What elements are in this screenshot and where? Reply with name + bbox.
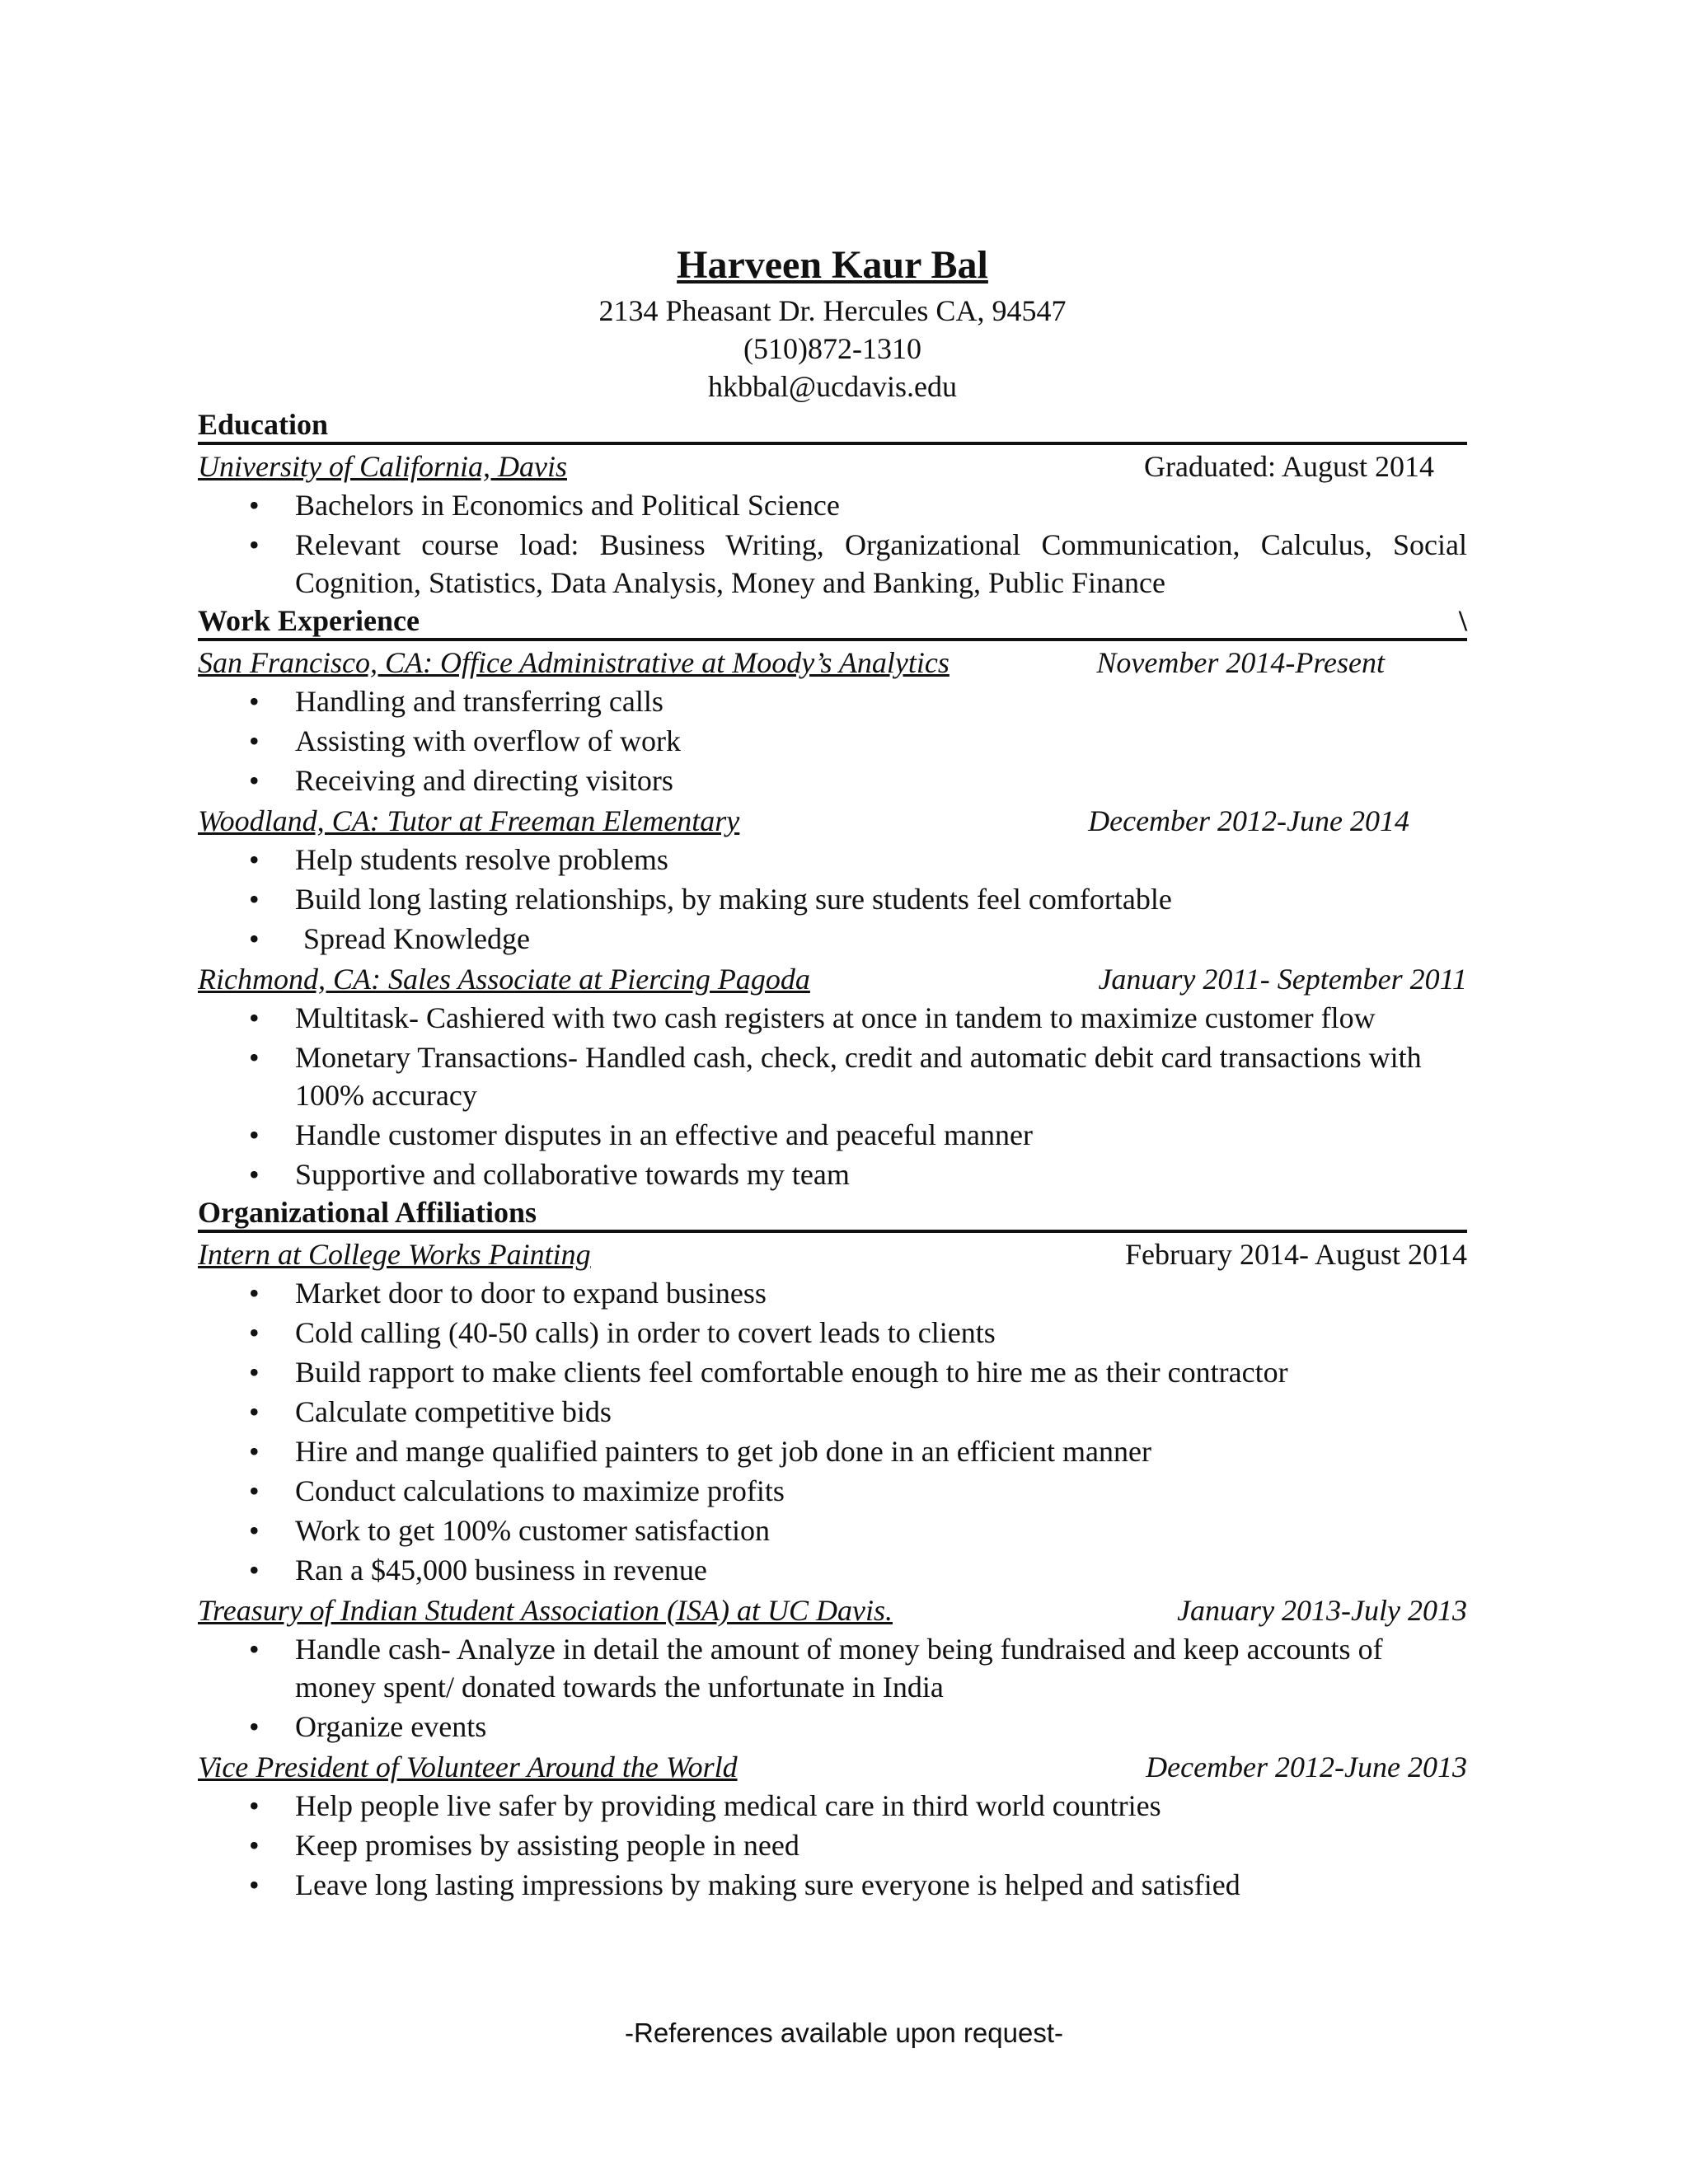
bullet-text: Spread Knowledge (303, 922, 530, 955)
bullet-text: Keep promises by assisting people in need (295, 1829, 799, 1862)
bullet-text: Build long lasting relationships, by making sure students feel comfortable (295, 883, 1172, 916)
section-heading-mark: \ (1458, 604, 1467, 637)
bullet-icon: • (249, 1829, 260, 1862)
bullet-text: Leave long lasting impressions by making sure everyone is helped and satisfied (295, 1868, 1240, 1901)
resume-page (198, 239, 1467, 1905)
bullet-icon: • (249, 1474, 260, 1507)
bullet-text: Handling and transferring calls (295, 685, 663, 718)
list-item (198, 1511, 1467, 1549)
bullet-text: Ran a $45,000 business in revenue (295, 1554, 707, 1586)
education-bullets (198, 486, 1467, 602)
entry-title: San Francisco, CA: Office Administrative at Moody’s Analytics (198, 646, 950, 679)
entry-title: Vice President of Volunteer Around the World (198, 1750, 738, 1783)
list-item (198, 682, 1467, 720)
bullet-text: Receiving and directing visitors (295, 764, 673, 797)
entry-date: January 2011- September 2011 (1098, 963, 1467, 996)
list-item (198, 1787, 1467, 1825)
entry-date: February 2014- August 2014 (1125, 1238, 1467, 1271)
bullet-text: Hire and mange qualified painters to get job done in an efficient manner (295, 1435, 1151, 1468)
list-item (198, 880, 1467, 918)
list-item (198, 1116, 1467, 1154)
bullet-text: Conduct calculations to maximize profits (295, 1474, 785, 1507)
bullet-icon: • (249, 843, 260, 876)
address: 2134 Pheasant Dr. Hercules CA, 94547 (598, 294, 1067, 327)
list-item (198, 1472, 1467, 1510)
list-item (198, 1353, 1467, 1391)
work-entry (198, 801, 1467, 841)
affiliation-bullets (198, 1630, 1467, 1746)
affiliation-entry (198, 1235, 1467, 1274)
bullet-icon: • (249, 724, 260, 757)
affiliation-entry (198, 1591, 1467, 1630)
bullet-icon: • (249, 1395, 260, 1428)
footer-note: -References available upon request- (625, 2018, 1063, 2048)
bullet-text: Help people live safer by providing medical care in third world countries (295, 1789, 1161, 1822)
bullet-text: Build rapport to make clients feel comfortable enough to hire me as their contractor (295, 1356, 1288, 1389)
list-item (198, 920, 1467, 958)
bullet-text: Multitask- Cashiered with two cash registers at once in tandem to maximize customer flow (295, 1001, 1376, 1034)
entry-title: Intern at College Works Painting (198, 1238, 591, 1271)
bullet-icon: • (249, 1158, 260, 1191)
list-item (198, 841, 1467, 879)
bullet-icon: • (249, 1041, 260, 1074)
section-heading-text: Education (198, 408, 329, 441)
bullet-text: Supportive and collaborative towards my team (295, 1158, 850, 1191)
candidate-name: Harveen Kaur Bal (677, 243, 988, 287)
email: hkbbal@ucdavis.edu (707, 370, 958, 403)
bullet-text: Help students resolve problems (295, 843, 668, 876)
entry-date: December 2012-June 2013 (1146, 1750, 1467, 1783)
list-item (198, 1314, 1467, 1352)
section-education-heading (198, 407, 1467, 445)
work-bullets (198, 841, 1467, 958)
bullet-text: Market door to door to expand business (295, 1277, 767, 1310)
list-item (198, 762, 1467, 799)
list-item (198, 1551, 1467, 1589)
list-item (198, 1708, 1467, 1746)
bullet-text: Monetary Transactions- Handled cash, check, credit and automatic debit card transactions with 100% accuracy (295, 1041, 1422, 1112)
list-item (198, 1274, 1467, 1312)
bullet-icon: • (249, 1710, 260, 1743)
resume-header (198, 239, 1467, 405)
entry-date: November 2014-Present (1096, 646, 1385, 679)
section-heading-text: Work Experience (198, 604, 420, 637)
list-item (198, 1866, 1467, 1904)
bullet-icon: • (249, 1514, 260, 1547)
entry-title: Treasury of Indian Student Association (ISA) at UC Davis. (198, 1594, 893, 1627)
bullet-icon: • (249, 1316, 260, 1349)
entry-title: Woodland, CA: Tutor at Freeman Elementary (198, 804, 740, 837)
bullet-icon: • (249, 1633, 260, 1666)
work-bullets (198, 682, 1467, 799)
bullet-icon: • (249, 922, 260, 955)
list-item (198, 1630, 1467, 1706)
list-item (198, 486, 1467, 524)
work-entry (198, 643, 1467, 682)
bullet-icon: • (249, 1118, 260, 1151)
list-item (198, 1038, 1467, 1114)
list-item (198, 1826, 1467, 1864)
affiliation-bullets (198, 1787, 1467, 1904)
bullet-text: Relevant course load: Business Writing, Organizational Communication, Calculus, Social Cognition, Statistics, Data Analysis, Money and Banking, Public Finance (295, 528, 1467, 599)
list-item (198, 1432, 1467, 1470)
entry-date: January 2013-July 2013 (1177, 1594, 1467, 1627)
bullet-text: Calculate competitive bids (295, 1395, 612, 1428)
bullet-icon: • (249, 764, 260, 797)
bullet-text: Handle cash- Analyze in detail the amount of money being fundraised and keep accounts of money spent/ donated towards the unfortunate in India (295, 1633, 1383, 1704)
bullet-text: Work to get 100% customer satisfaction (295, 1514, 770, 1547)
section-heading-text: Organizational Affiliations (198, 1196, 537, 1229)
list-item (198, 1393, 1467, 1431)
bullet-icon: • (249, 1435, 260, 1468)
entry-date: December 2012-June 2014 (1088, 804, 1409, 837)
bullet-icon: • (249, 1001, 260, 1034)
bullet-icon: • (249, 489, 260, 522)
entry-date: Graduated: August 2014 (1144, 450, 1434, 483)
bullet-icon: • (249, 1789, 260, 1822)
bullet-icon: • (249, 1554, 260, 1586)
section-affiliations-heading (198, 1195, 1467, 1233)
bullet-text: Cold calling (40-50 calls) in order to covert leads to clients (295, 1316, 996, 1349)
bullet-icon: • (249, 1868, 260, 1901)
list-item (198, 999, 1467, 1037)
entry-title: Richmond, CA: Sales Associate at Piercing Pagoda (198, 963, 810, 996)
bullet-text: Bachelors in Economics and Political Science (295, 489, 840, 522)
affiliation-entry (198, 1747, 1467, 1787)
section-work-heading (198, 603, 1467, 641)
list-item (198, 1155, 1467, 1193)
list-item (198, 526, 1467, 602)
bullet-icon: • (249, 685, 260, 718)
affiliation-bullets (198, 1274, 1467, 1589)
work-bullets (198, 999, 1467, 1193)
education-entry (198, 447, 1467, 486)
work-entry (198, 959, 1467, 999)
phone: (510)872-1310 (743, 332, 921, 365)
bullet-text: Organize events (295, 1710, 487, 1743)
bullet-icon: • (249, 528, 260, 561)
list-item (198, 722, 1467, 760)
bullet-text: Handle customer disputes in an effective and peaceful manner (295, 1118, 1033, 1151)
bullet-icon: • (249, 1277, 260, 1310)
entry-title: University of California, Davis (198, 450, 567, 483)
bullet-icon: • (249, 1356, 260, 1389)
bullet-text: Assisting with overflow of work (295, 724, 681, 757)
bullet-icon: • (249, 883, 260, 916)
